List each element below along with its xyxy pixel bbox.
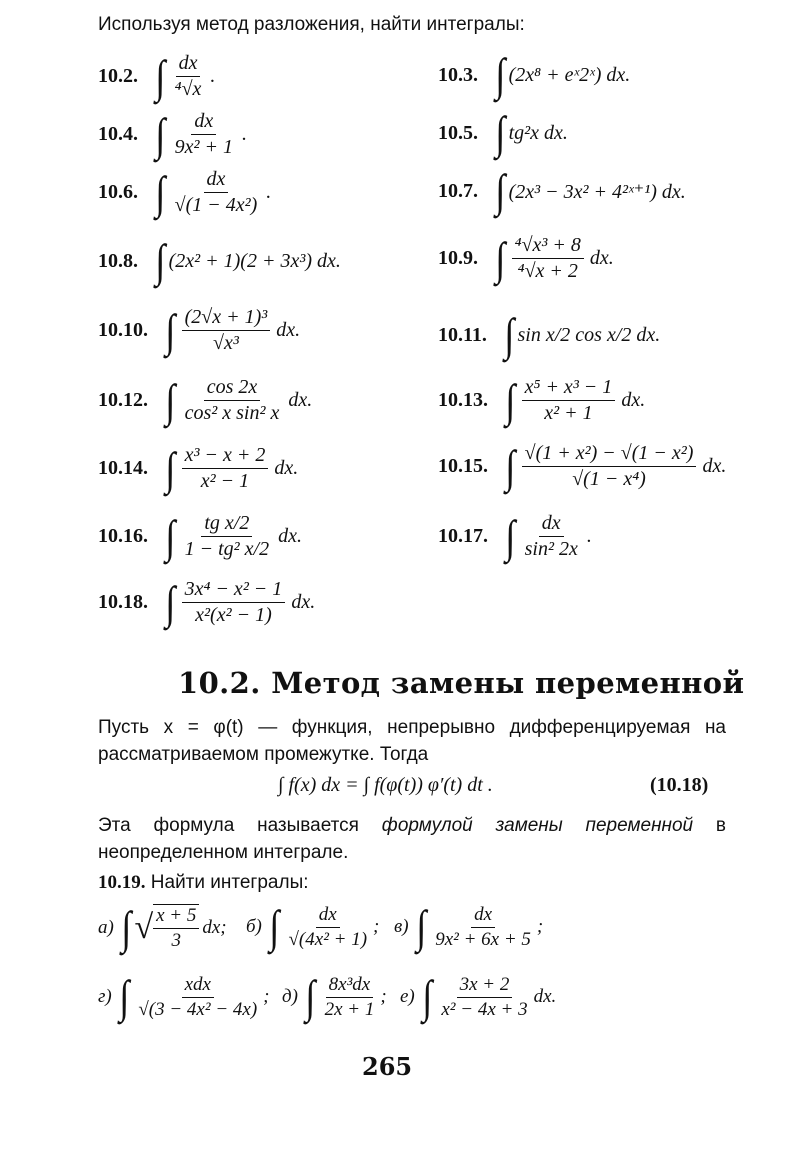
exercise-number: 10.16. [98, 525, 148, 547]
exercise-number: 10.8. [98, 249, 138, 272]
exercise-number: 10.13. [438, 389, 488, 411]
fraction: $\frac{dx}{\text{⁴√x}}$ [174, 52, 202, 100]
fraction: $\frac{\cos 2x}{\text{cos² x sin² x}}$ [184, 376, 280, 424]
exercise-number: 10.6. [98, 181, 138, 203]
integral-sign: ∫ [121, 901, 132, 953]
integral-sign: ∫ [305, 971, 316, 1023]
exercise-10-2: 10.2. ∫ $\frac{dx}{\text{⁴√x}}$ . [98, 50, 216, 102]
integral-sign: ∫ [422, 971, 433, 1023]
fraction: $\frac{dx}{\text{sin² 2x}}$ [524, 512, 578, 560]
fraction: $\frac{3x + 2}{\text{x² − 4x + 3}}$ [441, 974, 528, 1020]
exercise-10-14: 10.14. ∫ $\frac{\text{x³ − x + 2}}{\text{x² − 1}}$ dx. [98, 442, 299, 494]
fraction: $\frac{\text{x⁵ + x³ − 1}}{\text{x² + 1}}$ [522, 376, 616, 425]
integral-sign: ∫ [495, 165, 506, 216]
exercise-number: 10.4. [98, 123, 138, 145]
fraction: $\frac{dx}{\text{9x² + 6x + 5}}$ [435, 904, 531, 950]
exercise-10-8: 10.8. ∫ (2x² + 1)(2 + 3x³) dx. [98, 235, 341, 286]
exercise-number: 10.9. [438, 247, 478, 269]
formula-number: (10.18) [650, 774, 709, 796]
subtask-f: е) ∫ $\frac{3x + 2}{\text{x² − 4x + 3}}$ dx. [400, 971, 557, 1023]
exercise-number: 10.14. [98, 457, 148, 479]
paragraph-substitution: Пусть x = φ(t) — функция, непрерывно дифференцируемая на рассматриваемом промежутке. Тогда [98, 717, 726, 765]
integral-sign: ∫ [119, 971, 130, 1023]
integral-sign: ∫ [155, 50, 166, 102]
exercise-10-18: 10.18. ∫ $\frac{\text{3x⁴ − x² − 1}}{\text{x²(x² − 1)}}$ dx. [98, 576, 316, 628]
exercise-10-15: 10.15. ∫ $\frac{\text{√(1 + x²) − √(1 − x²)}}{\text{√(1 − x⁴)}}$ dx. [438, 440, 727, 492]
fraction: $\frac{\text{3x⁴ − x² − 1}}{\text{x²(x² − 1)}}$ [182, 578, 286, 627]
section-title: 10.2. Метод замены переменной [178, 666, 745, 700]
integral-sign: ∫ [495, 232, 506, 284]
exercise-10-10: 10.10. ∫ $\frac{\text{(2√x + 1)³}}{\text{√x³}}$ dx. [98, 304, 301, 356]
fraction: $\frac{dx}{\text{9x² + 1}}$ [174, 110, 233, 158]
integral-sign: ∫ [505, 374, 516, 426]
exercise-number: 10.2. [98, 65, 138, 87]
exercise-10-11: 10.11. ∫ sin x/2 cos x/2 dx. [438, 309, 661, 360]
sqrt-sign: √ [134, 908, 154, 946]
formula-10-18: ∫ f(x) dx = ∫ f(φ(t)) φ′(t) dt . [278, 774, 493, 796]
exercise-number: 10.17. [438, 525, 488, 547]
fraction: $\frac{\text{xdx}}{\text{√(3 − 4x² − 4x)}}$ [138, 974, 258, 1020]
exercise-10-4: 10.4. ∫ $\frac{dx}{\text{9x² + 1}}$ . [98, 108, 247, 160]
subtask-a: а) ∫ √ $\frac{x + 5}{3}$ dx; [98, 901, 227, 953]
fraction: $\frac{dx}{\text{√(4x² + 1)}}$ [288, 904, 368, 950]
page-number: 265 [362, 1052, 413, 1081]
exercise-number: 10.11. [438, 323, 487, 346]
subtask-e: д) ∫ $\frac{\text{8x³dx}}{2x + 1}$ ; [282, 971, 387, 1023]
exercise-number: 10.5. [438, 121, 478, 144]
exercise-10-17: 10.17. ∫ $\frac{dx}{\text{sin² 2x}}$ . [438, 510, 592, 562]
integral-sign: ∫ [495, 107, 506, 158]
exercise-number: 10.15. [438, 455, 488, 477]
integral-sign: ∫ [415, 901, 426, 953]
integral-sign: ∫ [505, 440, 516, 492]
task-10-19: 10.19. Найти интегралы: [98, 872, 309, 893]
integral-sign: ∫ [155, 235, 166, 286]
exercise-10-16: 10.16. ∫ $\frac{\text{tg x/2}}{\text{1 − tg² x/2}}$ dx. [98, 510, 302, 562]
exercise-10-6: 10.6. ∫ $\frac{dx}{\text{√(1 − 4x²)}}$ . [98, 166, 272, 218]
exercise-10-7: 10.7. ∫ (2x³ − 3x² + 4²ˣ⁺¹) dx. [438, 165, 686, 216]
subtask-d: г) ∫ $\frac{\text{xdx}}{\text{√(3 − 4x² − 4x)}}$ ; [98, 971, 270, 1023]
integral-sign: ∫ [155, 166, 166, 218]
exercise-10-9: 10.9. ∫ $\frac{\text{⁴√x³ + 8}}{\text{⁴√x + 2}}$ dx. [438, 232, 614, 284]
integral-sign: ∫ [165, 576, 176, 628]
fraction: $\frac{x + 5}{3}$ [153, 904, 199, 952]
fraction: $\frac{\text{8x³dx}}{2x + 1}$ [324, 974, 375, 1020]
paragraph-definition: Эта формула называется формулой замены переменной в неопределенном интеграле. [98, 815, 727, 863]
integral-sign: ∫ [269, 901, 280, 953]
subtask-c: в) ∫ $\frac{dx}{\text{9x² + 6x + 5}}$ ; [394, 901, 544, 953]
exercise-number: 10.10. [98, 319, 148, 341]
exercise-number: 10.12. [98, 389, 148, 411]
integral-sign: ∫ [165, 304, 176, 356]
fraction: $\frac{\text{tg x/2}}{\text{1 − tg² x/2}}$ [184, 512, 270, 560]
instructions-text: Используя метод разложения, найти интегралы: [98, 14, 525, 35]
exercise-10-5: 10.5. ∫ tg²x dx. [438, 107, 568, 158]
exercise-10-13: 10.13. ∫ $\frac{\text{x⁵ + x³ − 1}}{\text{x² + 1}}$ dx. [438, 374, 646, 426]
fraction: $\frac{\text{⁴√x³ + 8}}{\text{⁴√x + 2}}$ [512, 234, 584, 283]
exercise-number: 10.7. [438, 179, 478, 202]
integral-sign: ∫ [504, 309, 515, 360]
exercise-10-12: 10.12. ∫ $\frac{\cos 2x}{\text{cos² x sin² x}}$ dx. [98, 374, 313, 426]
integral-sign: ∫ [505, 510, 516, 562]
task-number: 10.19. [98, 872, 146, 893]
subtask-b: б) ∫ $\frac{dx}{\text{√(4x² + 1)}}$ ; [246, 901, 380, 953]
exercise-number: 10.3. [438, 63, 478, 86]
exercise-number: 10.18. [98, 591, 148, 613]
integral-sign: ∫ [495, 49, 506, 100]
fraction: $\frac{\text{x³ − x + 2}}{\text{x² − 1}}$ [182, 444, 269, 493]
exercise-10-3: 10.3. ∫ (2x⁸ + eˣ2ˣ) dx. [438, 49, 631, 100]
fraction: $\frac{\text{√(1 + x²) − √(1 − x²)}}{\text{√(1 − x⁴)}}$ [522, 442, 697, 491]
integral-sign: ∫ [155, 108, 166, 160]
integral-sign: ∫ [165, 442, 176, 494]
emphasis-term: формулой замены переменной [381, 815, 694, 836]
fraction: $\frac{\text{(2√x + 1)³}}{\text{√x³}}$ [182, 306, 271, 355]
integral-sign: ∫ [165, 374, 176, 426]
fraction: $\frac{dx}{\text{√(1 − 4x²)}}$ [174, 168, 258, 216]
integral-sign: ∫ [165, 510, 176, 562]
